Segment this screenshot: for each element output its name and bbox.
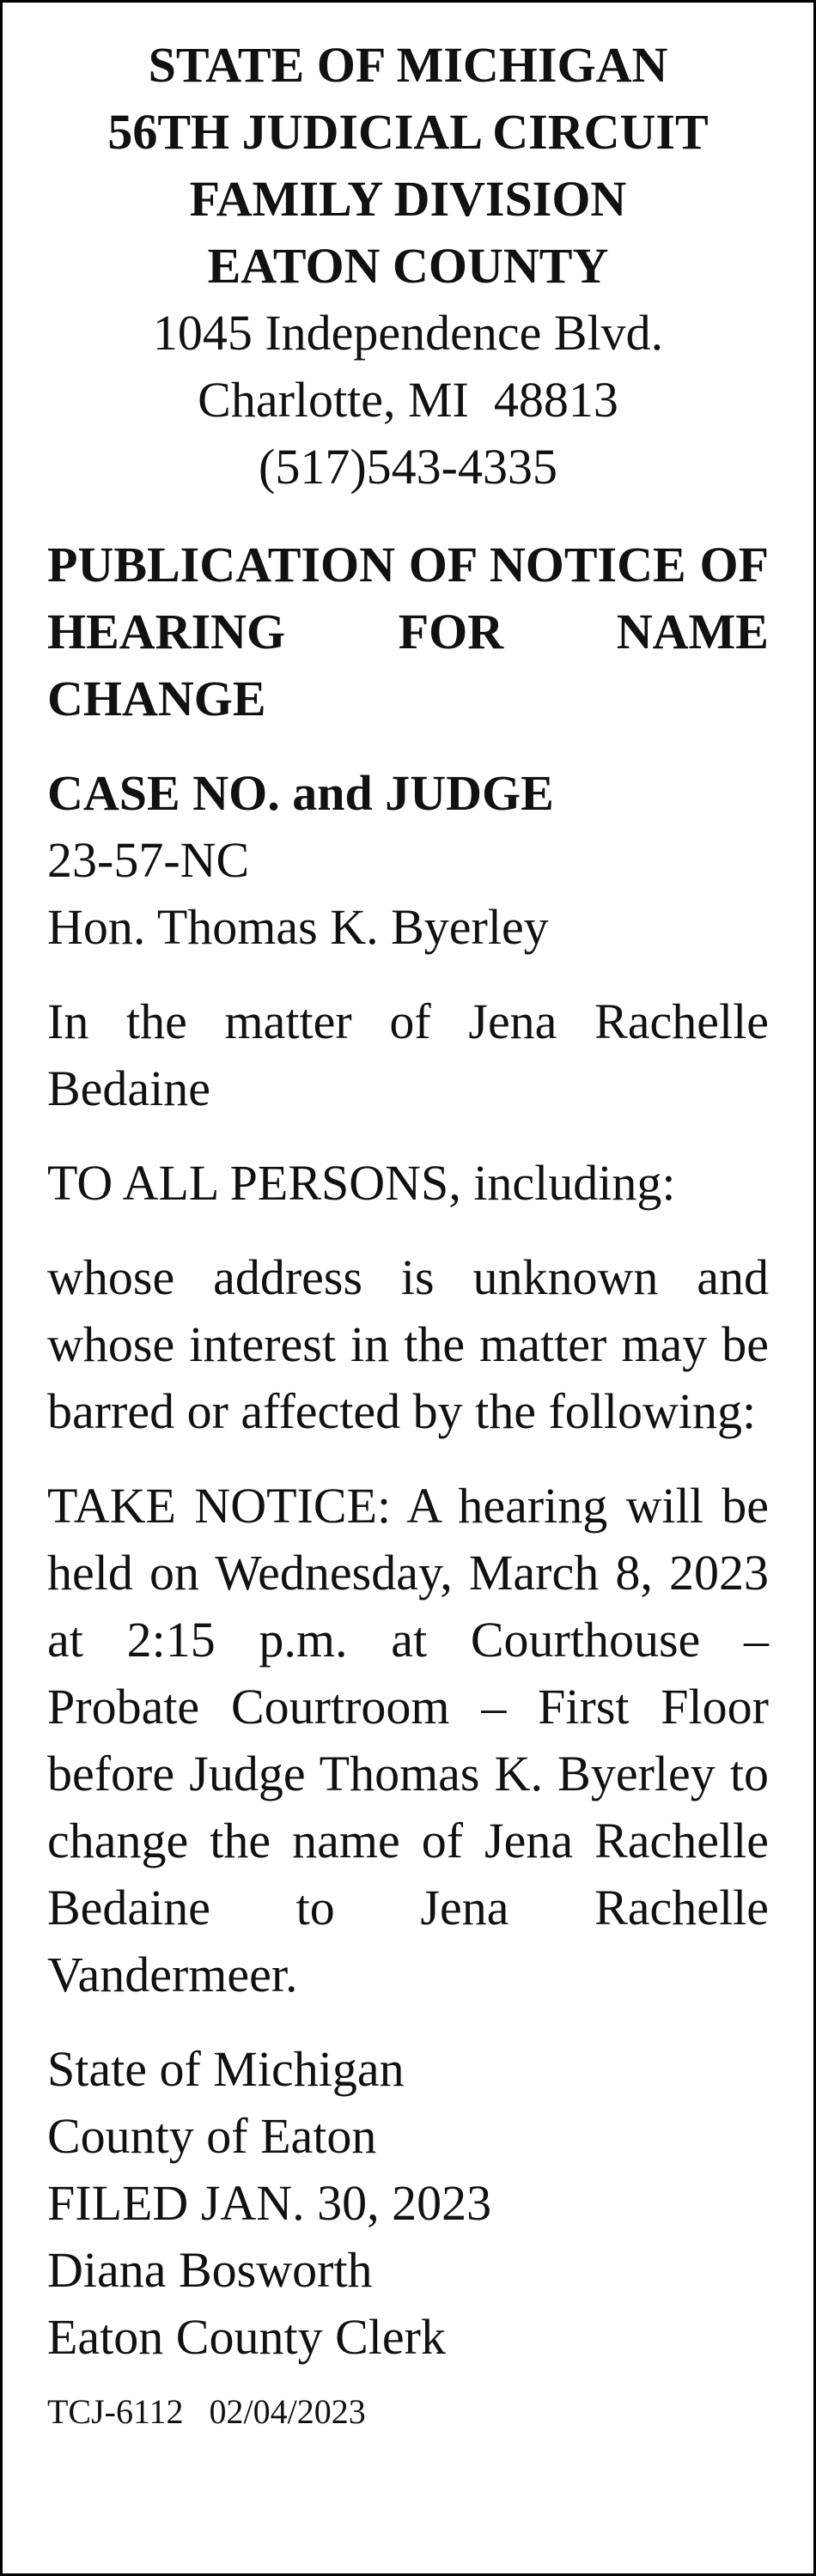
notice-title: PUBLICATION OF NOTICE OF HEARING FOR NAME CHANGE bbox=[47, 537, 769, 726]
case-info bbox=[47, 760, 769, 961]
header-county: EATON COUNTY bbox=[207, 238, 609, 294]
header-circuit: 56TH JUDICIAL CIRCUIT bbox=[107, 104, 709, 160]
header-state: STATE OF MICHIGAN bbox=[148, 37, 668, 93]
take-notice-paragraph: TAKE NOTICE: A hearing will be held on Wednesday, March 8, 2023 at 2:15 p.m. at Courthouse – Probate Courtroom – First Floor before Judge Thomas K. Byerley to change the name of Jena Rachelle Bedaine to Jena Rachelle Vandermeer. bbox=[47, 1478, 769, 2002]
publication-footer bbox=[47, 2388, 769, 2436]
case-heading: CASE NO. and JUDGE bbox=[47, 765, 554, 821]
case-judge: Hon. Thomas K. Byerley bbox=[47, 899, 549, 955]
header-phone: (517)543-4335 bbox=[259, 439, 557, 495]
to-all-persons-paragraph: TO ALL PERSONS, including: bbox=[47, 1155, 676, 1211]
clerk-title: Eaton County Clerk bbox=[47, 2309, 446, 2365]
filed-county: County of Eaton bbox=[47, 2108, 377, 2164]
matter-paragraph: In the matter of Jena Rachelle Bedaine bbox=[47, 993, 769, 1116]
court-header bbox=[47, 32, 769, 501]
filed-date: FILED JAN. 30, 2023 bbox=[47, 2175, 492, 2231]
whose-address-paragraph: whose address is unknown and whose interest in the matter may be barred or affected by the following: bbox=[47, 1249, 769, 1439]
header-division: FAMILY DIVISION bbox=[189, 171, 627, 227]
case-number: 23-57-NC bbox=[47, 832, 250, 888]
publication-date: 02/04/2023 bbox=[209, 2392, 366, 2431]
filing-info bbox=[47, 2036, 769, 2371]
clerk-name: Diana Bosworth bbox=[47, 2242, 373, 2298]
header-street-address: 1045 Independence Blvd. bbox=[152, 305, 664, 361]
publication-code: TCJ-6112 bbox=[47, 2392, 184, 2431]
filed-state: State of Michigan bbox=[47, 2041, 405, 2097]
header-city-address: Charlotte, MI 48813 bbox=[198, 372, 618, 428]
